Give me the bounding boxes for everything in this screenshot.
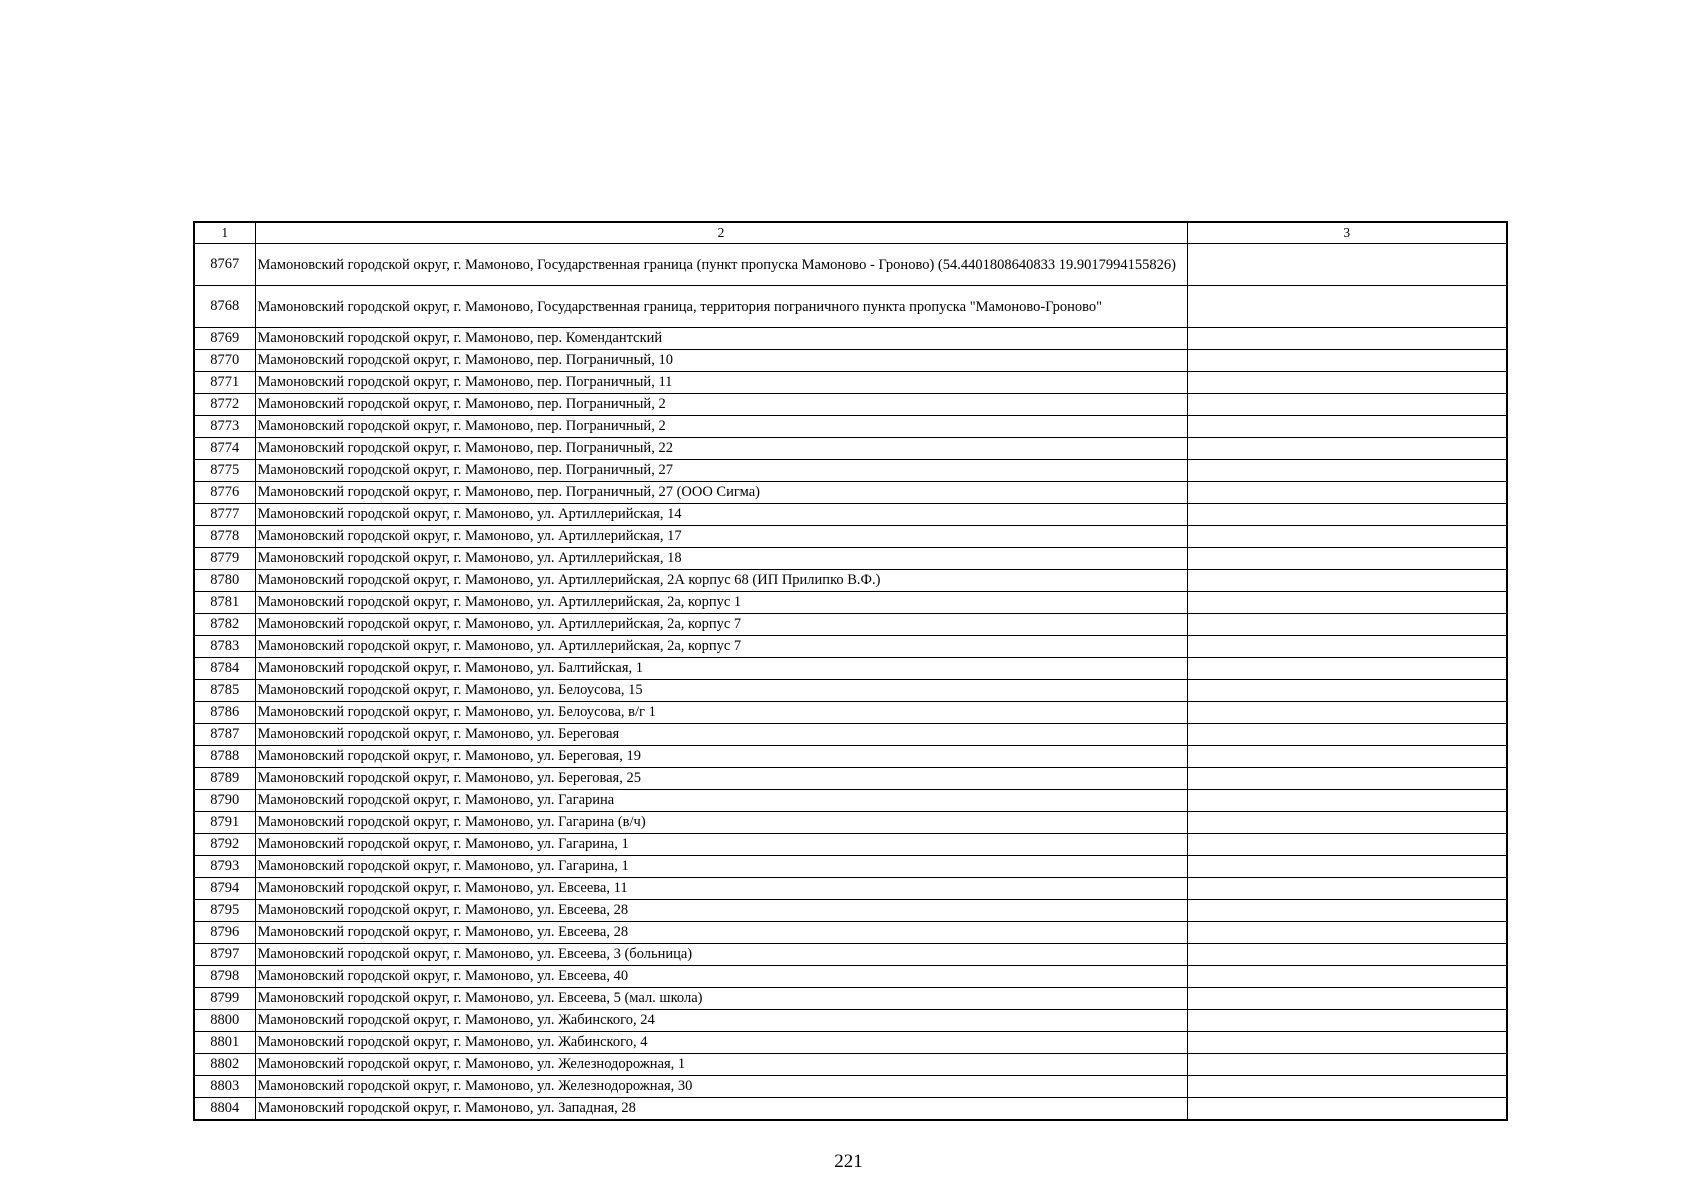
note-cell — [1187, 438, 1507, 460]
address-cell: Мамоновский городской округ, г. Мамоново, ул. Артиллерийская, 2а, корпус 7 — [255, 636, 1187, 658]
address-cell: Мамоновский городской округ, г. Мамоново, ул. Береговая, 19 — [255, 746, 1187, 768]
table-row — [194, 944, 1507, 966]
row-number-cell: 8780 — [194, 570, 255, 592]
row-number-cell: 8778 — [194, 526, 255, 548]
row-number-cell: 8772 — [194, 394, 255, 416]
row-number-cell: 8768 — [194, 286, 255, 328]
address-table — [193, 221, 1508, 1121]
address-cell: Мамоновский городской округ, г. Мамоново, ул. Железнодорожная, 1 — [255, 1054, 1187, 1076]
row-number-cell: 8784 — [194, 658, 255, 680]
address-cell: Мамоновский городской округ, г. Мамоново, ул. Западная, 28 — [255, 1098, 1187, 1121]
table-row — [194, 900, 1507, 922]
table-row — [194, 592, 1507, 614]
row-number-cell: 8799 — [194, 988, 255, 1010]
table-row — [194, 856, 1507, 878]
note-cell — [1187, 328, 1507, 350]
note-cell — [1187, 548, 1507, 570]
note-cell — [1187, 394, 1507, 416]
page-number: 221 — [834, 1151, 863, 1172]
note-cell — [1187, 636, 1507, 658]
note-cell — [1187, 570, 1507, 592]
address-cell: Мамоновский городской округ, г. Мамоново, ул. Евсеева, 5 (мал. школа) — [255, 988, 1187, 1010]
note-cell — [1187, 286, 1507, 328]
note-cell — [1187, 790, 1507, 812]
row-number-cell: 8791 — [194, 812, 255, 834]
address-cell: Мамоновский городской округ, г. Мамоново, ул. Гагарина (в/ч) — [255, 812, 1187, 834]
address-cell: Мамоновский городской округ, г. Мамоново, ул. Железнодорожная, 30 — [255, 1076, 1187, 1098]
table-row — [194, 1032, 1507, 1054]
row-number-cell: 8795 — [194, 900, 255, 922]
column-header-3: 3 — [1187, 222, 1507, 244]
address-cell: Мамоновский городской округ, г. Мамоново, пер. Пограничный, 27 (ООО Сигма) — [255, 482, 1187, 504]
note-cell — [1187, 768, 1507, 790]
note-cell — [1187, 482, 1507, 504]
table-row — [194, 244, 1507, 286]
table-row — [194, 526, 1507, 548]
column-header-2: 2 — [255, 222, 1187, 244]
table-row — [194, 702, 1507, 724]
note-cell — [1187, 988, 1507, 1010]
note-cell — [1187, 460, 1507, 482]
table-row — [194, 372, 1507, 394]
row-number-cell: 8800 — [194, 1010, 255, 1032]
address-cell: Мамоновский городской округ, г. Мамоново, ул. Жабинского, 4 — [255, 1032, 1187, 1054]
column-header-1: 1 — [194, 222, 255, 244]
table-row — [194, 504, 1507, 526]
address-cell: Мамоновский городской округ, г. Мамоново, ул. Береговая — [255, 724, 1187, 746]
row-number-cell: 8786 — [194, 702, 255, 724]
row-number-cell: 8787 — [194, 724, 255, 746]
row-number-cell: 8788 — [194, 746, 255, 768]
address-cell: Мамоновский городской округ, г. Мамоново, ул. Евсеева, 3 (больница) — [255, 944, 1187, 966]
table-row — [194, 416, 1507, 438]
note-cell — [1187, 1054, 1507, 1076]
table-body — [194, 222, 1507, 1120]
note-cell — [1187, 812, 1507, 834]
address-cell: Мамоновский городской округ, г. Мамоново, Государственная граница, территория пограничного пункта пропуска "Мамоново-Гроново" — [255, 286, 1187, 328]
note-cell — [1187, 1010, 1507, 1032]
table-row — [194, 614, 1507, 636]
address-cell: Мамоновский городской округ, г. Мамоново, ул. Балтийская, 1 — [255, 658, 1187, 680]
address-cell: Мамоновский городской округ, г. Мамоново, ул. Артиллерийская, 2а, корпус 1 — [255, 592, 1187, 614]
table-row — [194, 1054, 1507, 1076]
note-cell — [1187, 680, 1507, 702]
address-cell: Мамоновский городской округ, г. Мамоново, ул. Белоусова, в/г 1 — [255, 702, 1187, 724]
table-row — [194, 460, 1507, 482]
address-cell: Мамоновский городской округ, г. Мамоново, ул. Гагарина, 1 — [255, 834, 1187, 856]
table-row — [194, 746, 1507, 768]
address-cell: Мамоновский городской округ, г. Мамоново, ул. Евсеева, 28 — [255, 922, 1187, 944]
row-number-cell: 8767 — [194, 244, 255, 286]
note-cell — [1187, 592, 1507, 614]
row-number-cell: 8769 — [194, 328, 255, 350]
table-row — [194, 1076, 1507, 1098]
note-cell — [1187, 1098, 1507, 1121]
row-number-cell: 8777 — [194, 504, 255, 526]
table-row — [194, 350, 1507, 372]
note-cell — [1187, 966, 1507, 988]
table-row — [194, 636, 1507, 658]
row-number-cell: 8774 — [194, 438, 255, 460]
row-number-cell: 8783 — [194, 636, 255, 658]
table-row — [194, 482, 1507, 504]
row-number-cell: 8798 — [194, 966, 255, 988]
note-cell — [1187, 416, 1507, 438]
table-row — [194, 768, 1507, 790]
note-cell — [1187, 944, 1507, 966]
row-number-cell: 8781 — [194, 592, 255, 614]
row-number-cell: 8796 — [194, 922, 255, 944]
address-cell: Мамоновский городской округ, г. Мамоново, пер. Пограничный, 22 — [255, 438, 1187, 460]
row-number-cell: 8789 — [194, 768, 255, 790]
table-header-row — [194, 222, 1507, 244]
note-cell — [1187, 614, 1507, 636]
table-row — [194, 570, 1507, 592]
note-cell — [1187, 658, 1507, 680]
table-row — [194, 286, 1507, 328]
note-cell — [1187, 922, 1507, 944]
table-row — [194, 438, 1507, 460]
address-cell: Мамоновский городской округ, г. Мамоново, ул. Евсеева, 11 — [255, 878, 1187, 900]
address-cell: Мамоновский городской округ, г. Мамоново, пер. Пограничный, 2 — [255, 394, 1187, 416]
table-row — [194, 328, 1507, 350]
note-cell — [1187, 504, 1507, 526]
address-cell: Мамоновский городской округ, г. Мамоново, ул. Гагарина — [255, 790, 1187, 812]
table-row — [194, 966, 1507, 988]
address-cell: Мамоновский городской округ, г. Мамоново, пер. Пограничный, 10 — [255, 350, 1187, 372]
table-row — [194, 658, 1507, 680]
row-number-cell: 8790 — [194, 790, 255, 812]
address-cell: Мамоновский городской округ, г. Мамоново, пер. Пограничный, 2 — [255, 416, 1187, 438]
row-number-cell: 8803 — [194, 1076, 255, 1098]
table-row — [194, 1098, 1507, 1121]
row-number-cell: 8794 — [194, 878, 255, 900]
note-cell — [1187, 878, 1507, 900]
table-row — [194, 988, 1507, 1010]
address-cell: Мамоновский городской округ, г. Мамоново, ул. Артиллерийская, 14 — [255, 504, 1187, 526]
row-number-cell: 8793 — [194, 856, 255, 878]
table-row — [194, 724, 1507, 746]
note-cell — [1187, 900, 1507, 922]
address-cell: Мамоновский городской округ, г. Мамоново, ул. Артиллерийская, 2А корпус 68 (ИП Прилипко В.Ф.) — [255, 570, 1187, 592]
address-cell: Мамоновский городской округ, г. Мамоново, ул. Евсеева, 40 — [255, 966, 1187, 988]
address-cell: Мамоновский городской округ, г. Мамоново, Государственная граница (пункт пропуска Мамоново - Гроново) (54.4401808640833 19.9017994155826) — [255, 244, 1187, 286]
row-number-cell: 8804 — [194, 1098, 255, 1121]
note-cell — [1187, 526, 1507, 548]
row-number-cell: 8802 — [194, 1054, 255, 1076]
address-cell: Мамоновский городской округ, г. Мамоново, ул. Артиллерийская, 17 — [255, 526, 1187, 548]
note-cell — [1187, 244, 1507, 286]
table-row — [194, 680, 1507, 702]
address-cell: Мамоновский городской округ, г. Мамоново, пер. Пограничный, 11 — [255, 372, 1187, 394]
address-cell: Мамоновский городской округ, г. Мамоново, ул. Береговая, 25 — [255, 768, 1187, 790]
row-number-cell: 8776 — [194, 482, 255, 504]
address-cell: Мамоновский городской округ, г. Мамоново, ул. Артиллерийская, 2а, корпус 7 — [255, 614, 1187, 636]
address-cell: Мамоновский городской округ, г. Мамоново, ул. Жабинского, 24 — [255, 1010, 1187, 1032]
row-number-cell: 8770 — [194, 350, 255, 372]
table-row — [194, 812, 1507, 834]
row-number-cell: 8797 — [194, 944, 255, 966]
table-row — [194, 394, 1507, 416]
note-cell — [1187, 724, 1507, 746]
row-number-cell: 8773 — [194, 416, 255, 438]
note-cell — [1187, 350, 1507, 372]
address-cell: Мамоновский городской округ, г. Мамоново, пер. Комендантский — [255, 328, 1187, 350]
row-number-cell: 8785 — [194, 680, 255, 702]
row-number-cell: 8801 — [194, 1032, 255, 1054]
address-cell: Мамоновский городской округ, г. Мамоново, ул. Артиллерийская, 18 — [255, 548, 1187, 570]
note-cell — [1187, 702, 1507, 724]
address-cell: Мамоновский городской округ, г. Мамоново, ул. Гагарина, 1 — [255, 856, 1187, 878]
note-cell — [1187, 372, 1507, 394]
table-row — [194, 548, 1507, 570]
row-number-cell: 8771 — [194, 372, 255, 394]
note-cell — [1187, 1076, 1507, 1098]
note-cell — [1187, 856, 1507, 878]
note-cell — [1187, 834, 1507, 856]
table-row — [194, 922, 1507, 944]
table-row — [194, 878, 1507, 900]
table-row — [194, 790, 1507, 812]
address-cell: Мамоновский городской округ, г. Мамоново, пер. Пограничный, 27 — [255, 460, 1187, 482]
address-cell: Мамоновский городской округ, г. Мамоново, ул. Евсеева, 28 — [255, 900, 1187, 922]
note-cell — [1187, 1032, 1507, 1054]
row-number-cell: 8779 — [194, 548, 255, 570]
row-number-cell: 8792 — [194, 834, 255, 856]
note-cell — [1187, 746, 1507, 768]
row-number-cell: 8782 — [194, 614, 255, 636]
table-row — [194, 834, 1507, 856]
row-number-cell: 8775 — [194, 460, 255, 482]
address-cell: Мамоновский городской округ, г. Мамоново, ул. Белоусова, 15 — [255, 680, 1187, 702]
table-row — [194, 1010, 1507, 1032]
